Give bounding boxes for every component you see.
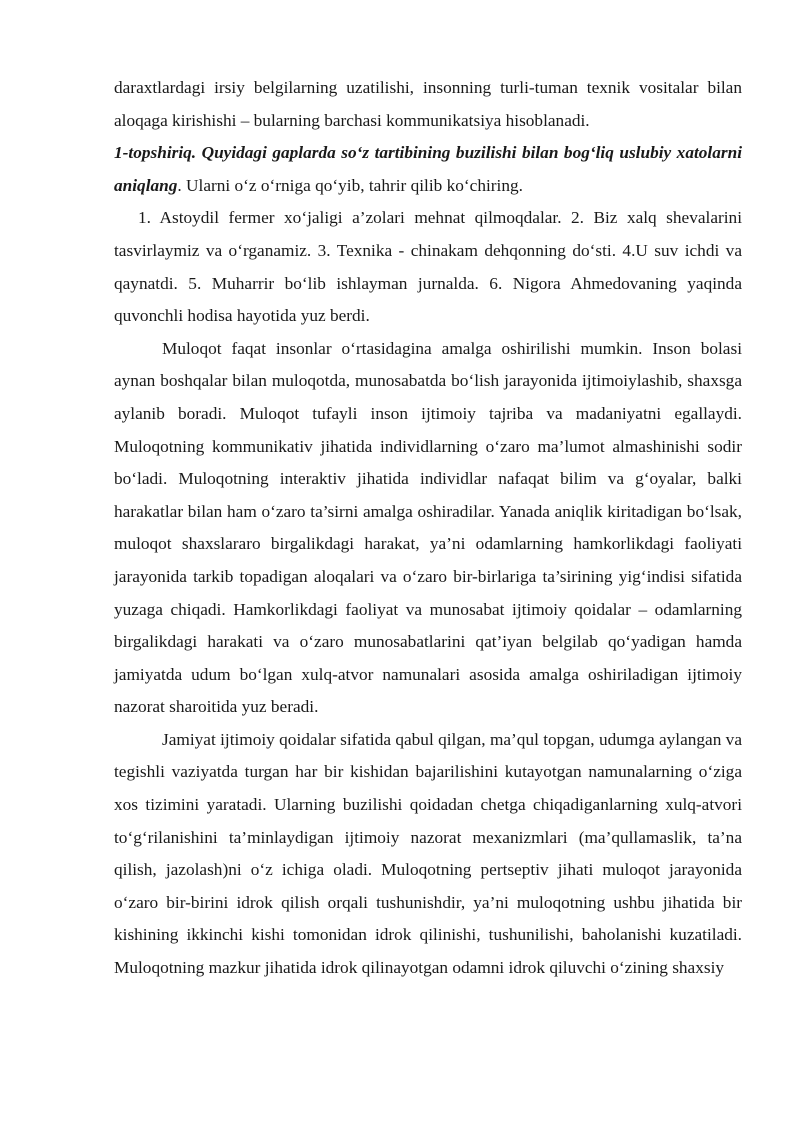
task-paragraph: [114, 137, 742, 202]
task-instruction: . Ularni o‘z o‘rniga qo‘yib, tahrir qilib ko‘chiring.: [177, 175, 523, 195]
paragraph-social-norms: Jamiyat ijtimoiy qoidalar sifatida qabul qilgan, ma’qul topgan, udumga aylangan va tegishli vaziyatda turgan har bir kishidan bajarilishini kutayotgan namunalarning o‘ziga xos tizimini yaratadi. Ularning buzilishi qoidadan chetga chiqadiganlarning xulq-atvori to‘g‘rilanishini ta’minlaydigan ijtimoiy nazorat mexanizmlari (ma’qullamaslik, ta’na qilish, jazolash)ni o‘z ichiga oladi. Muloqotning pertseptiv jihati muloqot jarayonida o‘zaro bir-birini idrok qilish orqali tushunishdir, ya’ni muloqotning ushbu jihatida bir kishining ikkinchi kishi tomonidan idrok qilinishi, tushunilishi, baholanishi kuzatiladi. Muloqotning mazkur jihatida idrok qilinayotgan odamni idrok qiluvchi o‘zining shaxsiy: [114, 729, 742, 978]
task-title: 1-topshiriq. Quyidagi gaplarda so‘z tartibining buzilishi bilan bog‘liq uslubiy xatolarni aniqlang: [114, 143, 742, 195]
document-body: [114, 72, 742, 985]
exercise-sentences: 1. Astoydil fermer xo‘jaligi a’zolari mehnat qilmoqdalar. 2. Biz xalq shevalarini tasvirlaymiz va o‘rganamiz. 3. Texnika - chinakam dehqonning do‘sti. 4.U suv ichdi va qaynatdi. 5. Muharrir bo‘lib ishlayman jurnalda. 6. Nigora Ahmedovaning yaqinda quvonchli hodisa hayotida yuz berdi.: [114, 208, 742, 326]
paragraph-continuation: daraxtlardagi irsiy belgilarning uzatilishi, insonning turli-tuman texnik vositalar bilan aloqaga kirishishi – bularning barchasi kommunikatsiya hisoblanadi.: [114, 78, 742, 130]
paragraph-communication: Muloqot faqat insonlar o‘rtasidagina amalga oshirilishi mumkin. Inson bolasi aynan boshqalar bilan muloqotda, munosabatda bo‘lish jarayonida ijtimoiylashib, shaxsga aylanib boradi. Muloqot tufayli inson ijtimoiy tajriba va madaniyatni egallaydi. Muloqotning kommunikativ jihatida individlarning o‘zaro ma’lumot almashinishi sodir bo‘ladi. Muloqotning interaktiv jihatida individlar nafaqat bilim va g‘oyalar, balki harakatlar bilan ham o‘zaro ta’sirni amalga oshiradilar. Yanada aniqlik kiritadigan bo‘lsak, muloqot shaxslararo birgalikdagi harakat, ya’ni odamlarning hamkorlikdagi faoliyati jarayonida tarkib topadigan aloqalari va o‘zaro bir-birlariga ta’sirining yig‘indisi sifatida yuzaga chiqadi. Hamkorlikdagi faoliyat va munosabat ijtimoiy qoidalar – odamlarning birgalikdagi harakati va o‘zaro munosabatlarini qat’iyan belgilab qo‘yadigan hamda jamiyatda udum bo‘lgan xulq-atvor namunalari asosida amalga oshiriladigan ijtimoiy nazorat sharoitida yuz beradi.: [114, 338, 742, 717]
